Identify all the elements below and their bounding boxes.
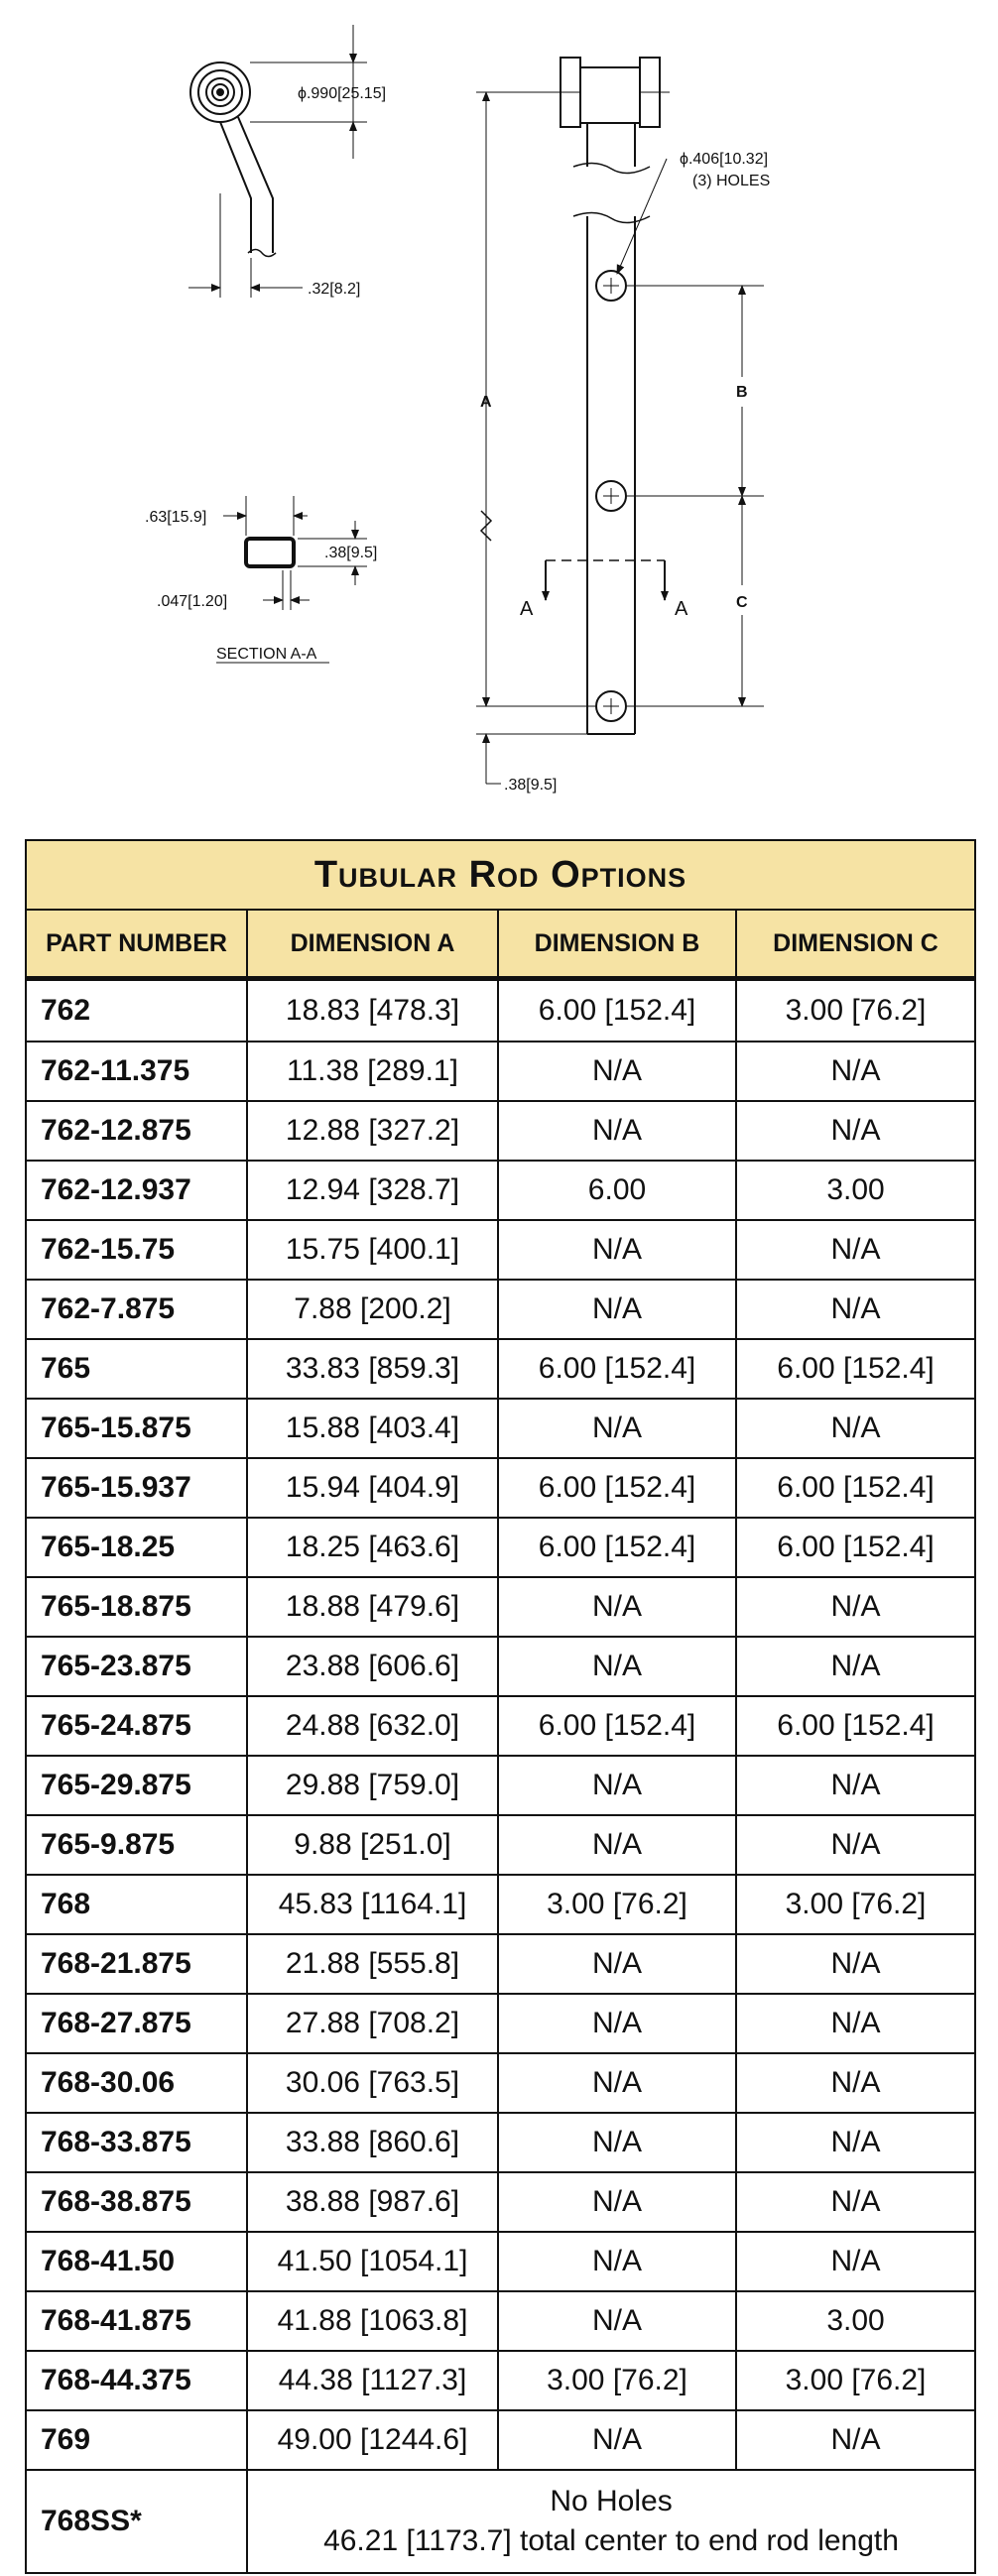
dimension-b-value: N/A: [498, 2113, 736, 2172]
dimension-c-value: N/A: [736, 1042, 975, 1101]
offset-label: .32[8.2]: [308, 281, 361, 298]
header-dimension-b: DIMENSION B: [498, 910, 736, 979]
dimension-a-value: 15.88 [403.4]: [247, 1399, 498, 1458]
dimension-b-value: N/A: [498, 1934, 736, 1994]
dimension-b-value: 6.00 [152.4]: [498, 1696, 736, 1756]
table-row: [26, 2113, 975, 2172]
dimension-b-value: N/A: [498, 2232, 736, 2291]
dimension-a-value: 33.88 [860.6]: [247, 2113, 498, 2172]
dimension-a-value: 30.06 [763.5]: [247, 2053, 498, 2113]
dimension-c-value: 3.00: [736, 1161, 975, 1220]
part-number: 768-30.06: [26, 2053, 247, 2113]
part-number: 762-15.75: [26, 1220, 247, 1280]
dimension-a-value: 7.88 [200.2]: [247, 1280, 498, 1339]
table-row: [26, 1875, 975, 1934]
dimension-b-value: N/A: [498, 1637, 736, 1696]
dimension-a-value: 15.94 [404.9]: [247, 1458, 498, 1518]
dimension-b-value: N/A: [498, 2172, 736, 2232]
technical-drawing: [0, 0, 998, 813]
dimension-a-value: 9.88 [251.0]: [247, 1815, 498, 1875]
dimension-c-value: N/A: [736, 1994, 975, 2053]
part-number: 765-18.25: [26, 1518, 247, 1577]
table-row: [26, 2053, 975, 2113]
dimension-a-value: 24.88 [632.0]: [247, 1696, 498, 1756]
dimension-a-label: A: [480, 394, 492, 411]
dimension-c-value: 6.00 [152.4]: [736, 1339, 975, 1399]
dimension-c-value: 3.00 [76.2]: [736, 2351, 975, 2410]
tubular-rod-options-table: [25, 839, 976, 2574]
dimension-a-value: 33.83 [859.3]: [247, 1339, 498, 1399]
part-number: 765-24.875: [26, 1696, 247, 1756]
table-row: [26, 1518, 975, 1577]
dimension-c-label: C: [736, 594, 748, 611]
part-number: 765-15.875: [26, 1399, 247, 1458]
part-number: 768-38.875: [26, 2172, 247, 2232]
dimension-a-value: 11.38 [289.1]: [247, 1042, 498, 1101]
dimension-c-value: N/A: [736, 1101, 975, 1161]
section-arrow-right-label: A: [675, 598, 688, 620]
dimension-c-value: N/A: [736, 2232, 975, 2291]
part-number: 765-9.875: [26, 1815, 247, 1875]
dimension-c-value: N/A: [736, 1934, 975, 1994]
dimension-b-value: N/A: [498, 2410, 736, 2470]
part-number: 768SS*: [26, 2470, 247, 2573]
dimension-b-value: 3.00 [76.2]: [498, 1875, 736, 1934]
part-number: 768-41.875: [26, 2291, 247, 2351]
dimension-b-value: N/A: [498, 1815, 736, 1875]
dimension-c-value: 6.00 [152.4]: [736, 1458, 975, 1518]
table-row: [26, 2410, 975, 2470]
dimension-a-value: 49.00 [1244.6]: [247, 2410, 498, 2470]
dimension-b-value: N/A: [498, 1042, 736, 1101]
dimension-a-value: 12.94 [328.7]: [247, 1161, 498, 1220]
table-row: [26, 1399, 975, 1458]
dimension-c-value: N/A: [736, 1815, 975, 1875]
part-number: 768-33.875: [26, 2113, 247, 2172]
dimension-b-value: 3.00 [76.2]: [498, 2351, 736, 2410]
table-row: [26, 1220, 975, 1280]
dimension-a-value: 45.83 [1164.1]: [247, 1875, 498, 1934]
part-number: 769: [26, 2410, 247, 2470]
dimension-a-value: 27.88 [708.2]: [247, 1994, 498, 2053]
dimension-b-value: N/A: [498, 1577, 736, 1637]
dimension-b-value: N/A: [498, 1994, 736, 2053]
dimension-b-value: 6.00: [498, 1161, 736, 1220]
table-row: [26, 2291, 975, 2351]
part-number: 768: [26, 1875, 247, 1934]
section-arrow-left-label: A: [520, 598, 534, 620]
part-number: 768-44.375: [26, 2351, 247, 2410]
dimension-a-value: 44.38 [1127.3]: [247, 2351, 498, 2410]
no-holes-line: No Holes: [550, 2485, 673, 2517]
table-title: Tubular Rod Options: [26, 840, 975, 910]
dimension-c-value: N/A: [736, 2113, 975, 2172]
table-row: [26, 1696, 975, 1756]
dimension-b-value: 6.00 [152.4]: [498, 1518, 736, 1577]
holes-note: (3) HOLES: [692, 173, 771, 189]
dimension-c-value: N/A: [736, 2410, 975, 2470]
dimension-b-value: N/A: [498, 2291, 736, 2351]
table-row: [26, 1934, 975, 1994]
table-row: [26, 1637, 975, 1696]
dimension-c-value: N/A: [736, 1399, 975, 1458]
no-holes-note: [247, 2470, 975, 2573]
part-number: 765-29.875: [26, 1756, 247, 1815]
diameter-label: ϕ.990[25.15]: [298, 85, 387, 102]
header-part-number: PART NUMBER: [26, 910, 247, 979]
table-row-no-holes: [26, 2470, 975, 2573]
table-row: [26, 979, 975, 1043]
dimension-a-value: 41.50 [1054.1]: [247, 2232, 498, 2291]
roller-side-view: [188, 25, 367, 298]
part-number: 765: [26, 1339, 247, 1399]
dimension-a-value: 41.88 [1063.8]: [247, 2291, 498, 2351]
dimension-a-value: 18.83 [478.3]: [247, 979, 498, 1043]
hole-diameter-label: ϕ.406[10.32]: [680, 151, 769, 168]
dimension-b-value: 6.00 [152.4]: [498, 1339, 736, 1399]
dimension-a-value: 12.88 [327.2]: [247, 1101, 498, 1161]
part-number: 765-23.875: [26, 1637, 247, 1696]
section-wall-label: .047[1.20]: [157, 593, 228, 610]
table-row: [26, 2351, 975, 2410]
part-number: 762: [26, 979, 247, 1043]
section-height-label: .38[9.5]: [324, 545, 378, 561]
table-row: [26, 1042, 975, 1101]
end-offset-label: .38[9.5]: [504, 777, 558, 794]
dimension-c-value: N/A: [736, 1220, 975, 1280]
table-row: [26, 1815, 975, 1875]
dimension-a-value: 29.88 [759.0]: [247, 1756, 498, 1815]
dimension-c-value: 3.00 [76.2]: [736, 1875, 975, 1934]
part-number: 765-18.875: [26, 1577, 247, 1637]
part-number: 762-12.875: [26, 1101, 247, 1161]
rod-length-line: 46.21 [1173.7] total center to end rod length: [323, 2524, 899, 2557]
part-number: 768-41.50: [26, 2232, 247, 2291]
dimension-c-value: N/A: [736, 2053, 975, 2113]
part-number: 768-27.875: [26, 1994, 247, 2053]
dimension-b-value: N/A: [498, 2053, 736, 2113]
header-dimension-a: DIMENSION A: [247, 910, 498, 979]
dimension-c-value: 6.00 [152.4]: [736, 1696, 975, 1756]
dimension-c-value: N/A: [736, 1280, 975, 1339]
dimension-a-value: 21.88 [555.8]: [247, 1934, 498, 1994]
table-row: [26, 1339, 975, 1399]
table-row: [26, 2172, 975, 2232]
table-row: [26, 1577, 975, 1637]
section-title: SECTION A-A: [216, 646, 317, 663]
dimension-c-value: N/A: [736, 1577, 975, 1637]
dimension-b-value: N/A: [498, 1101, 736, 1161]
part-number: 765-15.937: [26, 1458, 247, 1518]
dimension-b-value: 6.00 [152.4]: [498, 1458, 736, 1518]
part-number: 762-12.937: [26, 1161, 247, 1220]
dimension-c-value: 3.00 [76.2]: [736, 979, 975, 1043]
part-number: 768-21.875: [26, 1934, 247, 1994]
table-row: [26, 1101, 975, 1161]
part-number: 762-7.875: [26, 1280, 247, 1339]
dimension-a-value: 18.88 [479.6]: [247, 1577, 498, 1637]
dimension-b-value: N/A: [498, 1220, 736, 1280]
part-number: 762-11.375: [26, 1042, 247, 1101]
dimension-c-value: 6.00 [152.4]: [736, 1518, 975, 1577]
section-a-a-view: [216, 496, 367, 663]
table-row: [26, 1994, 975, 2053]
dimension-b-label: B: [736, 384, 748, 401]
dimension-b-value: 6.00 [152.4]: [498, 979, 736, 1043]
dimension-c-value: N/A: [736, 1637, 975, 1696]
dimension-a-value: 18.25 [463.6]: [247, 1518, 498, 1577]
dimension-c-value: N/A: [736, 2172, 975, 2232]
table-row: [26, 1280, 975, 1339]
dimension-b-value: N/A: [498, 1399, 736, 1458]
dimension-c-value: 3.00: [736, 2291, 975, 2351]
dimension-c-value: N/A: [736, 1756, 975, 1815]
dimension-a-value: 23.88 [606.6]: [247, 1637, 498, 1696]
dimension-b-value: N/A: [498, 1756, 736, 1815]
header-dimension-c: DIMENSION C: [736, 910, 975, 979]
dimension-a-value: 15.75 [400.1]: [247, 1220, 498, 1280]
table-row: [26, 1161, 975, 1220]
table-row: [26, 1756, 975, 1815]
table-row: [26, 1458, 975, 1518]
section-width-label: .63[15.9]: [145, 509, 207, 526]
table-row: [26, 2232, 975, 2291]
dimension-a-value: 38.88 [987.6]: [247, 2172, 498, 2232]
dimension-b-value: N/A: [498, 1280, 736, 1339]
